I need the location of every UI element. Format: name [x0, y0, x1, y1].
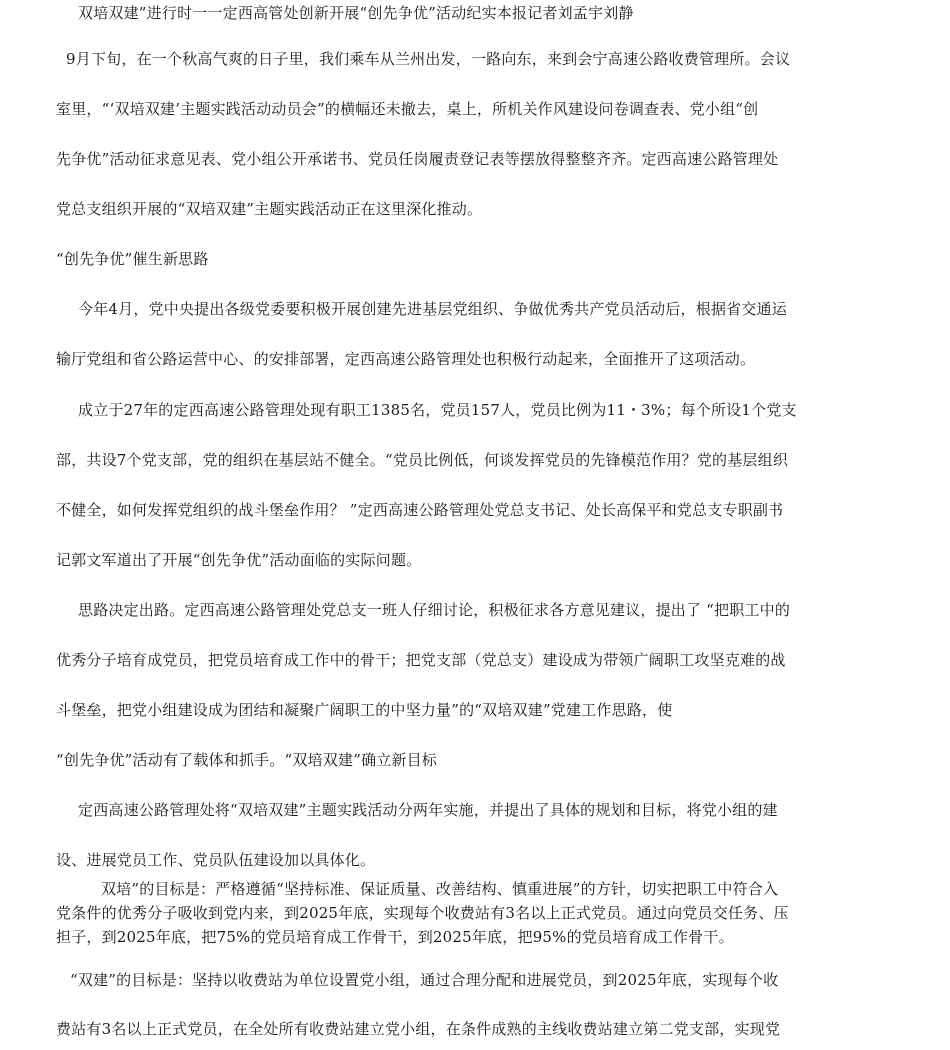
paragraph-line: “双建”的目标是：坚持以收费站为单位设置党小组，通过合理分配和进展党员，到2025年底，实现每个收	[70, 971, 779, 989]
paragraph-line: 担子，到2025年底，把75%的党员培育成工作骨干，到2025年底，把95%的党员培育成工作骨干。	[56, 928, 734, 946]
paragraph-line: 费站有3名以上正式党员，在全处所有收费站建立党小组，在条件成熟的主线收费站建立第二党支部，实现党	[56, 1020, 781, 1038]
paragraph-line: 9月下旬，在一个秋高气爽的日子里，我们乘车从兰州出发，一路向东，来到会宁高速公路收费管理所。会议	[66, 50, 791, 68]
paragraph-line: 今年4月，党中央提出各级党委要积极开展创建先进基层党组织、争做优秀共产党员活动后，根据省交通运	[78, 300, 787, 318]
paragraph-line: 设、进展党员工作、党员队伍建设加以具体化。	[56, 851, 376, 869]
paragraph-line: 党总支组织开展的“双培双建”主题实践活动正在这里深化推动。	[56, 200, 483, 218]
paragraph-line: 记郭文军道出了开展“创先争优”活动面临的实际问题。	[56, 551, 422, 569]
paragraph-line: 党条件的优秀分子吸收到党内来，到2025年底，实现每个收费站有3名以上正式党员。通过向党员交任务、压	[56, 904, 789, 922]
section-heading: “创先争优”催生新思路	[56, 250, 209, 268]
paragraph-line: 部，共设7个党支部，党的组织在基层站不健全。“党员比例低，何谈发挥党员的先锋模范作用？党的基层组织	[56, 451, 789, 469]
article-title: 双培双建”进行时一一定西高管处创新开展“创先争优”活动纪实本报记者刘孟宇刘静	[78, 4, 634, 22]
paragraph-line: 定西高速公路管理处将“双培双建”主题实践活动分两年实施，并提出了具体的规划和目标，将党小组的建	[78, 801, 778, 819]
paragraph-line: 优秀分子培育成党员，把党员培育成工作中的骨干；把党支部（党总支）建设成为带领广阔职工攻坚克难的战	[56, 651, 786, 669]
paragraph-line: 斗堡垒，把党小组建设成为团结和凝聚广阔职工的中坚力量”的“双培双建”党建工作思路，使	[56, 701, 673, 719]
paragraph-line: 输厅党组和省公路运营中心、的安排部署，定西高速公路管理处也积极行动起来，全面推开了这项活动。	[56, 350, 756, 368]
section-heading: “创先争优”活动有了载体和抓手。“双培双建”确立新目标	[56, 751, 438, 769]
paragraph-line: 不健全，如何发挥党组织的战斗堡垒作用？ ”定西高速公路管理处党总支书记、处长高保平和党总支专职副书	[56, 501, 784, 519]
paragraph-line: 室里，“‘双培双建’主题实践活动动员会”的横幅还未撤去，桌上，所机关作风建设问卷调查表、党小组“创	[56, 100, 759, 118]
paragraph-line: 思路决定出路。定西高速公路管理处党总支一班人仔细讨论，积极征求各方意见建议，提出了 “把职工中的	[78, 601, 791, 619]
paragraph-line: 双培”的目标是：严格遵循“坚持标准、保证质量、改善结构、慎重进展”的方针，切实把职工中符合入	[101, 880, 779, 898]
paragraph-line: 先争优”活动征求意见表、党小组公开承诺书、党员任岗履责登记表等摆放得整整齐齐。定西高速公路管理处	[56, 150, 779, 168]
paragraph-line: 成立于27年的定西高速公路管理处现有职工1385名，党员157人，党员比例为11・3%；每个所设1个党支	[78, 401, 797, 419]
